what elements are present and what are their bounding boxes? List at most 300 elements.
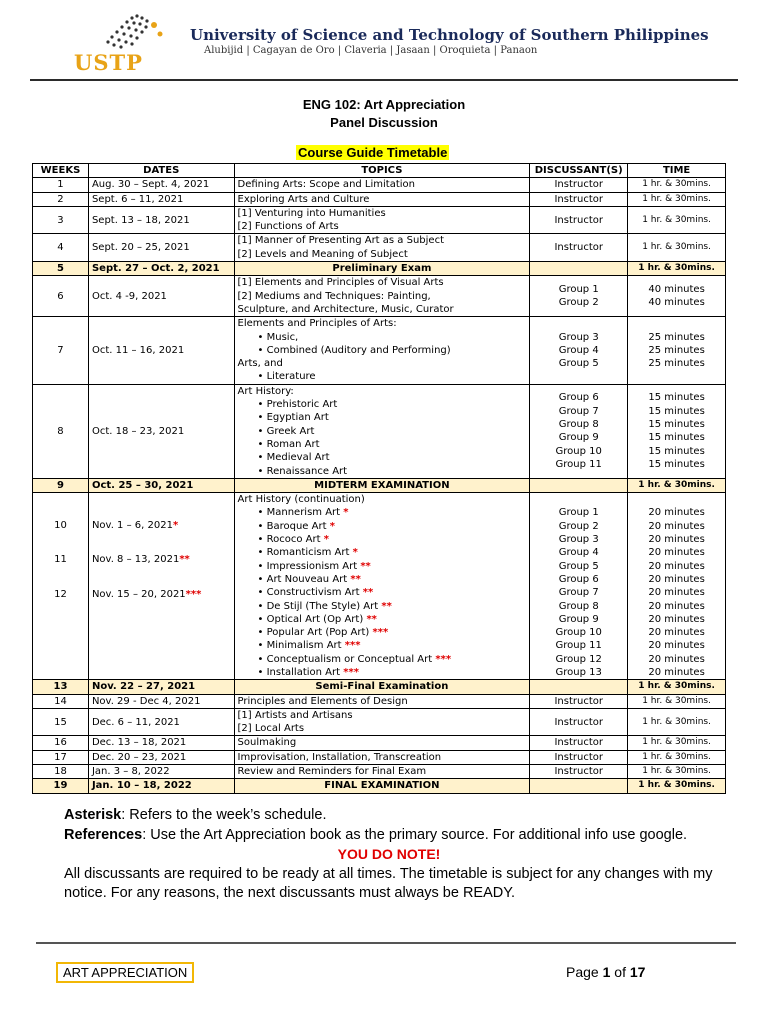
time-line: 1 hr. & 30mins. [642, 179, 711, 190]
footer-course-label: ART APPRECIATION [56, 962, 194, 983]
art-name: Popular Art (Pop Art) [266, 627, 370, 639]
week-number: 10 [54, 520, 67, 532]
topics-cell [234, 276, 530, 317]
week-cell: 15 [33, 708, 89, 736]
discussant-line: Group 6 [558, 573, 599, 585]
topic-line: Exploring Arts and Culture [237, 193, 370, 205]
time-line: 1 hr. & 30mins. [642, 193, 711, 204]
discussant-line: Group 3 [558, 534, 599, 546]
time-cell [628, 178, 726, 192]
discussant-cell [530, 262, 628, 276]
art-asterisk: ** [381, 600, 392, 612]
page-current: 1 [602, 964, 611, 980]
discussant-line: Group 10 [555, 627, 602, 639]
exam-row [33, 680, 726, 694]
week-cell: 9 [33, 478, 89, 492]
bullet: • [257, 587, 267, 599]
week-cell: 13 [33, 680, 89, 694]
page-number [566, 964, 645, 980]
topic-line: Arts, and [237, 358, 283, 370]
discussant-cell [530, 317, 628, 384]
art-name: Conceptualism or Conceptual Art [266, 653, 433, 665]
time-cell [628, 262, 726, 276]
notes-section [64, 806, 714, 904]
time-line: 25 minutes [648, 344, 705, 356]
discussant-line: Group 6 [558, 392, 599, 404]
date-cell: Sept. 20 – 25, 2021 [88, 234, 234, 262]
time-cell [628, 750, 726, 764]
topics-cell [234, 317, 530, 384]
time-line: 20 minutes [648, 653, 705, 665]
discussant-cell [530, 192, 628, 206]
time-cell [628, 276, 726, 317]
date-asterisk: ** [179, 554, 190, 566]
table-row [33, 234, 726, 262]
time-line: 20 minutes [648, 640, 705, 652]
art-item [238, 546, 527, 559]
topic-line: • Music, [257, 331, 299, 343]
note-heading: YOU DO NOTE! [337, 846, 441, 862]
time-line: 1 hr. & 30mins. [638, 681, 715, 692]
time-cell [628, 234, 726, 262]
bullet: • [257, 534, 267, 546]
time-line: 40 minutes [648, 297, 705, 309]
discussant-line: Group 10 [555, 445, 602, 457]
topics-cell [234, 206, 530, 234]
discussant-line: Group 11 [555, 458, 602, 470]
table-row [33, 765, 726, 779]
topic-line: Defining Arts: Scope and Limitation [237, 179, 416, 191]
date-cell: Jan. 10 – 18, 2022 [88, 779, 234, 793]
exam-row [33, 478, 726, 492]
discussant-line: Instructor [554, 716, 603, 728]
column-header: TOPICS [234, 164, 530, 178]
university-name: University of Science and Technology of Southern Philippines [190, 26, 709, 44]
topic-line: • Renaissance Art [257, 465, 348, 477]
topic-line: FINAL EXAMINATION [324, 780, 440, 792]
date-cell: Oct. 25 – 30, 2021 [88, 478, 234, 492]
topics-cell [234, 736, 530, 750]
art-name: Optical Art (Op Art) [266, 613, 364, 625]
column-header: DISCUSSANT(S) [530, 164, 628, 178]
footer-divider [36, 942, 736, 944]
week-number: 11 [54, 554, 67, 566]
date-label: Nov. 15 – 20, 2021 [91, 588, 186, 600]
time-line: 40 minutes [648, 284, 705, 296]
art-item [238, 600, 527, 613]
time-line: 1 hr. & 30mins. [642, 737, 711, 748]
time-line: 15 minutes [648, 418, 705, 430]
week-cell: 3 [33, 206, 89, 234]
discussant-cell [530, 384, 628, 478]
date-cell [88, 493, 234, 680]
bullet: • [257, 640, 267, 652]
topic-line: • Prehistoric Art [257, 399, 338, 411]
timetable-heading: Course Guide Timetable [298, 145, 448, 160]
discussant-line: Instructor [554, 242, 603, 254]
week-cell: 7 [33, 317, 89, 384]
bullet: • [257, 613, 267, 625]
week-cell: 2 [33, 192, 89, 206]
topics-cell [234, 493, 530, 680]
art-asterisk: *** [372, 627, 389, 639]
discussant-cell [530, 750, 628, 764]
discussant-cell [530, 206, 628, 234]
discussant-cell [530, 779, 628, 793]
discussant-line: Group 2 [558, 297, 599, 309]
time-cell [628, 192, 726, 206]
topics-cell [234, 680, 530, 694]
discussant-line: Group 5 [558, 358, 599, 370]
discussant-line: Group 13 [555, 666, 602, 678]
table-row [33, 317, 726, 384]
discussant-line: Group 4 [558, 344, 599, 356]
course-title: ENG 102: Art Appreciation [302, 97, 466, 112]
bullet: • [257, 573, 267, 585]
week-cell: 14 [33, 694, 89, 708]
time-line: 1 hr. & 30mins. [638, 780, 715, 791]
art-name: Mannerism Art [266, 507, 341, 519]
art-item [238, 666, 527, 679]
art-item [238, 653, 527, 666]
time-line: 1 hr. & 30mins. [642, 766, 711, 777]
topics-cell [234, 192, 530, 206]
topics-cell [234, 708, 530, 736]
topic-line: • Literature [257, 371, 316, 383]
exam-row [33, 779, 726, 793]
date-cell: Aug. 30 – Sept. 4, 2021 [88, 178, 234, 192]
table-row [33, 493, 726, 680]
date-asterisk: * [172, 520, 179, 532]
note-text: All discussants are required to be ready at all times. The timetable is subject for any changes with my notice. For any reasons, the next discussants must always be READY. [64, 865, 713, 901]
discussant-cell [530, 234, 628, 262]
art-asterisk: ** [366, 613, 377, 625]
topic-line: Sculpture, and Architecture, Music, Curator [237, 303, 454, 315]
table-row [33, 276, 726, 317]
time-line: 20 minutes [648, 613, 705, 625]
date-cell: Oct. 11 – 16, 2021 [88, 317, 234, 384]
art-asterisk: * [352, 547, 358, 559]
time-cell [628, 708, 726, 736]
page-header [0, 0, 768, 90]
discussant-line: Group 9 [558, 613, 599, 625]
week-number: 12 [54, 588, 67, 600]
art-asterisk: *** [435, 653, 452, 665]
art-name: Art Nouveau Art [266, 573, 348, 585]
topic-line: [2] Local Arts [237, 723, 305, 735]
topics-cell [234, 779, 530, 793]
references-label: References [64, 826, 143, 843]
topic-line: Review and Reminders for Final Exam [237, 766, 427, 778]
time-line: 1 hr. & 30mins. [638, 263, 715, 274]
week-cell: 18 [33, 765, 89, 779]
topic-line: Preliminary Exam [332, 263, 432, 275]
table-row [33, 708, 726, 736]
discussant-line: Group 5 [558, 560, 599, 572]
discussant-line: Group 8 [558, 418, 599, 430]
discussant-cell [530, 736, 628, 750]
topic-line: Art History (continuation) [237, 494, 365, 506]
discussant-line: Group 4 [558, 547, 599, 559]
date-cell: Dec. 13 – 18, 2021 [88, 736, 234, 750]
topic-line: Elements and Principles of Arts: [237, 318, 397, 330]
topics-cell [234, 765, 530, 779]
discussant-line: Group 9 [558, 432, 599, 444]
time-line: 1 hr. & 30mins. [642, 716, 711, 727]
bullet: • [257, 653, 267, 665]
header-divider [30, 79, 738, 81]
art-name: Installation Art [266, 666, 341, 678]
bullet: • [257, 600, 267, 612]
art-item [238, 639, 527, 652]
topics-cell [234, 694, 530, 708]
discussant-line: Group 7 [558, 405, 599, 417]
references-note [64, 826, 714, 846]
date-cell: Nov. 29 - Dec 4, 2021 [88, 694, 234, 708]
discussant-line: Instructor [554, 766, 603, 778]
table-header-row [33, 164, 726, 178]
table-row [33, 694, 726, 708]
date-cell: Oct. 4 -9, 2021 [88, 276, 234, 317]
date-cell: Dec. 20 – 23, 2021 [88, 750, 234, 764]
topics-cell [234, 478, 530, 492]
discussant-cell [530, 478, 628, 492]
date-label: Nov. 1 – 6, 2021 [91, 520, 173, 532]
art-item [238, 560, 527, 573]
time-cell [628, 736, 726, 750]
time-line: 1 hr. & 30mins. [642, 695, 711, 706]
discussant-cell [530, 493, 628, 680]
column-header: TIME [628, 164, 726, 178]
date-text [92, 588, 231, 601]
table-row [33, 384, 726, 478]
time-line: 15 minutes [648, 405, 705, 417]
art-name: Romanticism Art [266, 547, 350, 559]
discussant-line: Instructor [554, 179, 603, 191]
art-asterisk: * [329, 520, 335, 532]
art-name: Impressionism Art [266, 560, 358, 572]
week-cell: 19 [33, 779, 89, 793]
time-cell [628, 694, 726, 708]
time-line: 20 minutes [648, 600, 705, 612]
discussant-line: Instructor [554, 737, 603, 749]
date-asterisk: *** [185, 588, 202, 600]
time-line: 25 minutes [648, 331, 705, 343]
time-line: 1 hr. & 30mins. [642, 242, 711, 253]
discussant-line: Group 1 [558, 507, 599, 519]
art-item [238, 506, 527, 519]
art-item [238, 626, 527, 639]
topic-line: Principles and Elements of Design [237, 695, 408, 707]
bullet: • [257, 560, 267, 572]
week-cell: 17 [33, 750, 89, 764]
time-line: 20 minutes [648, 627, 705, 639]
discussant-cell [530, 178, 628, 192]
topics-cell [234, 750, 530, 764]
asterisk-text: : Refers to the week’s schedule. [121, 807, 327, 823]
topic-line: Improvisation, Installation, Transcreation [237, 751, 442, 763]
topic-line: Semi-Final Examination [315, 681, 449, 693]
table-row [33, 736, 726, 750]
art-asterisk: * [343, 507, 349, 519]
topics-cell [234, 384, 530, 478]
discussant-line: Group 7 [558, 587, 599, 599]
art-item [238, 613, 527, 626]
week-cell: 5 [33, 262, 89, 276]
topic-line: [2] Mediums and Techniques: Painting, [237, 290, 431, 302]
time-line: 15 minutes [648, 432, 705, 444]
time-cell [628, 206, 726, 234]
topics-cell [234, 234, 530, 262]
discussant-line: Instructor [554, 695, 603, 707]
discussant-line: Group 8 [558, 600, 599, 612]
time-line: 20 minutes [648, 560, 705, 572]
time-cell [628, 478, 726, 492]
bullet: • [257, 507, 267, 519]
time-line: 20 minutes [648, 507, 705, 519]
topic-line: • Egyptian Art [257, 412, 329, 424]
date-cell: Nov. 22 – 27, 2021 [88, 680, 234, 694]
art-name: De Stijl (The Style) Art [266, 600, 379, 612]
art-name: Rococo Art [266, 534, 321, 546]
asterisk-note [64, 806, 714, 826]
table-body [33, 178, 726, 793]
asterisk-label: Asterisk [64, 807, 122, 823]
table-row [33, 750, 726, 764]
time-line: 15 minutes [648, 392, 705, 404]
date-label: Nov. 8 – 13, 2021 [91, 554, 180, 566]
page-word: Page [566, 964, 599, 980]
art-asterisk: * [323, 534, 329, 546]
week-cell [33, 493, 89, 680]
time-cell [628, 779, 726, 793]
time-cell [628, 317, 726, 384]
topic-line: [1] Venturing into Humanities [237, 207, 386, 219]
art-name: Constructivism Art [266, 587, 360, 599]
date-text [92, 553, 231, 566]
time-line: 20 minutes [648, 573, 705, 585]
week-cell: 16 [33, 736, 89, 750]
discussant-line: Instructor [554, 193, 603, 205]
topics-cell [234, 262, 530, 276]
topic-line: Soulmaking [237, 737, 297, 749]
time-line: 1 hr. & 30mins. [642, 751, 711, 762]
time-cell [628, 765, 726, 779]
time-line: 1 hr. & 30mins. [638, 479, 715, 490]
topic-line: [1] Elements and Principles of Visual Arts [237, 277, 444, 289]
topics-cell [234, 178, 530, 192]
bullet: • [257, 627, 267, 639]
table-row [33, 192, 726, 206]
discussant-cell [530, 765, 628, 779]
week-cell: 6 [33, 276, 89, 317]
table-row [33, 206, 726, 234]
topic-line: [1] Artists and Artisans [237, 709, 353, 721]
art-item [238, 533, 527, 546]
page-total: 17 [629, 964, 646, 980]
discussant-line: Group 11 [555, 640, 602, 652]
art-asterisk: ** [350, 573, 361, 585]
art-name: Minimalism Art [266, 640, 342, 652]
discussant-line: Group 2 [558, 520, 599, 532]
discussant-cell [530, 708, 628, 736]
time-line: 15 minutes [648, 445, 705, 457]
exam-row [33, 262, 726, 276]
time-line: 20 minutes [648, 520, 705, 532]
discussant-line: Group 12 [555, 653, 602, 665]
date-cell: Oct. 18 – 23, 2021 [88, 384, 234, 478]
time-line: 1 hr. & 30mins. [642, 214, 711, 225]
week-cell: 8 [33, 384, 89, 478]
bullet: • [257, 547, 267, 559]
art-item [238, 520, 527, 533]
time-line: 20 minutes [648, 666, 705, 678]
time-line: 15 minutes [648, 458, 705, 470]
topic-line: • Greek Art [257, 425, 315, 437]
week-cell: 4 [33, 234, 89, 262]
column-header: DATES [88, 164, 234, 178]
topic-line: [2] Functions of Arts [237, 221, 339, 233]
course-subtitle: Panel Discussion [330, 115, 438, 130]
time-line: 20 minutes [648, 534, 705, 546]
art-name: Baroque Art [266, 520, 327, 532]
bullet: • [257, 520, 267, 532]
date-cell: Jan. 3 – 8, 2022 [88, 765, 234, 779]
column-header: WEEKS [33, 164, 89, 178]
date-cell: Sept. 13 – 18, 2021 [88, 206, 234, 234]
discussant-cell [530, 694, 628, 708]
discussant-line: Group 1 [558, 284, 599, 296]
art-asterisk: *** [343, 666, 359, 678]
references-text: : Use the Art Appreciation book as the primary source. For additional info use google. [142, 826, 688, 843]
time-cell [628, 384, 726, 478]
topic-line: Art History: [237, 385, 294, 397]
time-line: 25 minutes [648, 358, 705, 370]
page-of: of [614, 964, 626, 980]
time-line: 20 minutes [648, 587, 705, 599]
discussant-cell [530, 680, 628, 694]
time-line: 20 minutes [648, 547, 705, 559]
art-item [238, 586, 527, 599]
table-row [33, 178, 726, 192]
time-cell [628, 493, 726, 680]
discussant-line: Instructor [554, 751, 603, 763]
discussant-line: Instructor [554, 214, 603, 226]
week-cell: 1 [33, 178, 89, 192]
discussant-line: Group 3 [558, 331, 599, 343]
bullet: • [257, 666, 267, 678]
topic-line: • Roman Art [257, 438, 320, 450]
topic-line: MIDTERM EXAMINATION [314, 479, 450, 491]
date-cell: Sept. 27 – Oct. 2, 2021 [88, 262, 234, 276]
logo-text: USTP [74, 50, 143, 75]
topic-line: [1] Manner of Presenting Art as a Subject [237, 235, 444, 247]
date-cell: Sept. 6 – 11, 2021 [88, 192, 234, 206]
art-item [238, 573, 527, 586]
topic-line: • Medieval Art [257, 452, 330, 464]
topic-line: • Combined (Auditory and Performing) [257, 344, 451, 356]
date-cell: Dec. 6 – 11, 2021 [88, 708, 234, 736]
topic-line: [2] Levels and Meaning of Subject [237, 248, 408, 260]
art-asterisk: ** [360, 560, 371, 572]
discussant-cell [530, 276, 628, 317]
art-asterisk: ** [362, 587, 374, 599]
date-text [92, 519, 231, 532]
timetable [32, 163, 726, 794]
time-cell [628, 680, 726, 694]
art-asterisk: *** [344, 640, 361, 652]
campus-list: Alubijid | Cagayan de Oro | Claveria | Jasaan | Oroquieta | Panaon [204, 45, 538, 56]
